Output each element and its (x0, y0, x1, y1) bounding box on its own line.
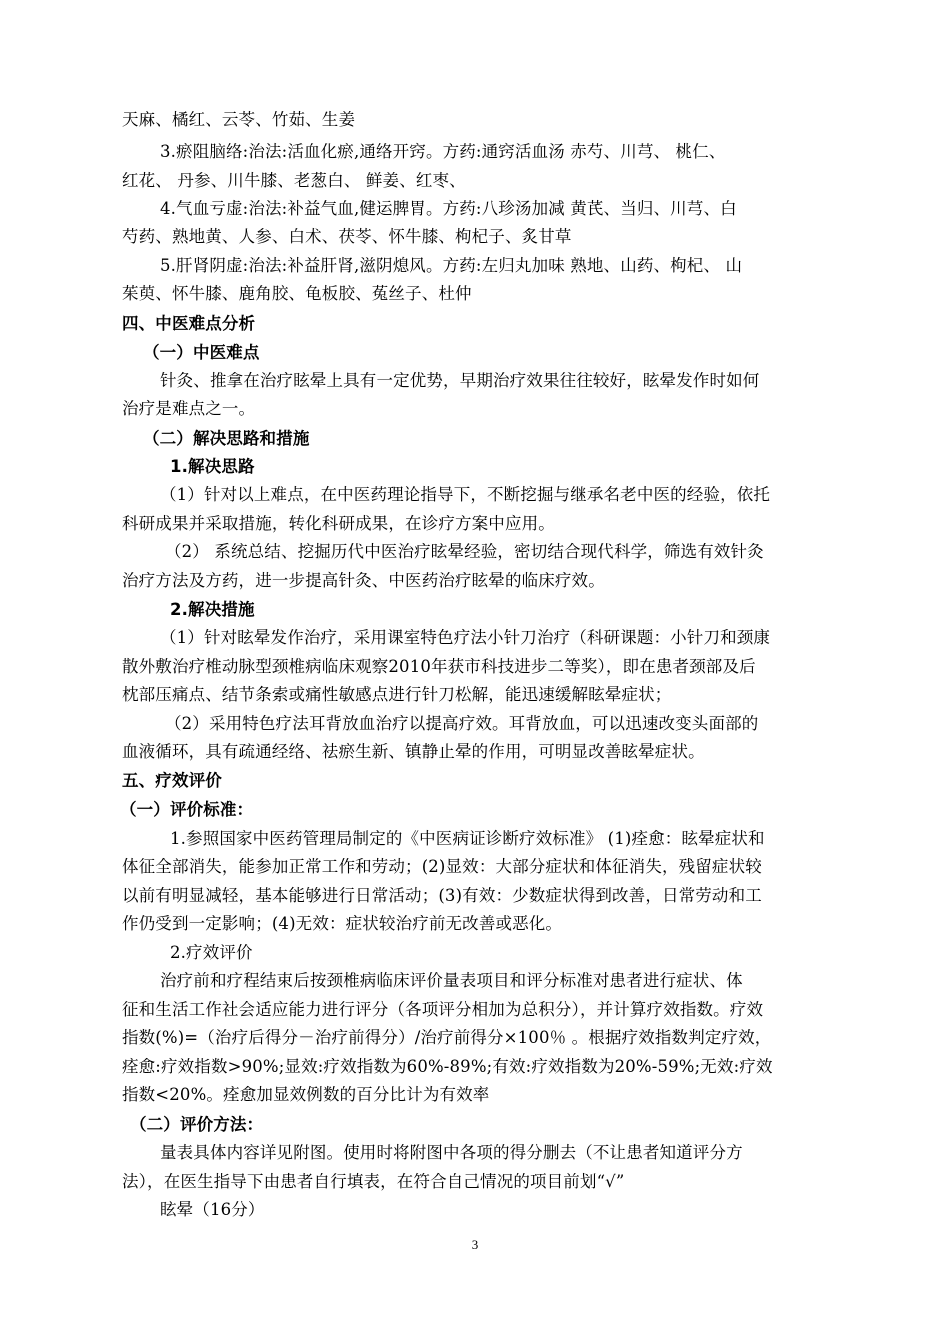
text-line: 1.参照国家中医药管理局制定的《中医病证诊断疗效标准》 (1)痊愈：眩晕症状和 (170, 829, 765, 848)
subsection-heading: （二）评价方法： (130, 1115, 264, 1134)
text-line: 天麻、橘红、云苓、竹茹、生姜 (122, 110, 356, 129)
text-line: 治疗前和疗程结束后按颈椎病临床评价量表项目和评分标准对患者进行症状、体 (160, 971, 743, 990)
subsection-heading: （一）评价标准： (120, 800, 254, 819)
text-line: 作仍受到一定影响；(4)无效：症状较治疗前无改善或恶化。 (122, 914, 563, 933)
text-line: 治疗方法及方药，进一步提高针灸、中医药治疗眩晕的临床疗效。 (122, 571, 605, 590)
text-line: 枕部压痛点、结节条索或痛性敏感点进行针刀松解，能迅速缓解眩晕症状； (122, 685, 672, 704)
text-line: 针灸、推拿在治疗眩晕上具有一定优势，早期治疗效果往往较好，眩晕发作时如何 (160, 371, 760, 390)
item-heading: 2.解决措施 (170, 600, 255, 619)
text-line: 法），在医生指导下由患者自行填表，在符合自己情况的项目前划“√” (122, 1172, 625, 1191)
text-line: 3.瘀阻脑络:治法:活血化瘀,通络开窍。方药:通窍活血汤 赤芍、川芎、 桃仁、 (160, 142, 726, 161)
item-heading: 1.解决思路 (170, 457, 255, 476)
page-number: 3 (471, 1237, 479, 1252)
text-line: 征和生活工作社会适应能力进行评分（各项评分相加为总积分），并计算疗效指数。疗效 (122, 1000, 764, 1019)
text-line: 治疗是难点之一。 (122, 399, 256, 418)
text-line: 体征全部消失，能参加正常工作和劳动；(2)显效：大部分症状和体征消失，残留症状较 (122, 857, 762, 876)
subsection-heading: （一）中医难点 (143, 343, 260, 362)
text-line: 眩晕（16分） (160, 1200, 265, 1219)
item-heading: 2.疗效评价 (170, 943, 253, 962)
text-line: 散外敷治疗椎动脉型颈椎病临床观察2010年获市科技进步二等奖），即在患者颈部及后 (122, 657, 756, 676)
text-line: （2）采用特色疗法耳背放血治疗以提高疗效。耳背放血，可以迅速改变头面部的 (165, 714, 759, 733)
subsection-heading: （二）解决思路和措施 (143, 429, 310, 448)
text-line: 指数(%)=（治疗后得分－治疗前得分）/治疗前得分×100％ 。根据疗效指数判定疗效， (122, 1028, 772, 1047)
section-heading: 五、疗效评价 (122, 771, 222, 790)
text-line: 芍药、熟地黄、人参、白术、茯苓、怀牛膝、枸杞子、炙甘草 (122, 227, 572, 246)
text-line: （1）针对眩晕发作治疗，采用课室特色疗法小针刀治疗（科研课题：小针刀和颈康 (160, 628, 771, 647)
section-heading: 四、中医难点分析 (122, 314, 256, 333)
text-line: 痊愈:疗效指数>90%;显效:疗效指数为60%-89%;有效:疗效指数为20%-59%;无效:疗效 (122, 1057, 773, 1076)
text-line: 茱萸、怀牛膝、鹿角胶、龟板胶、菟丝子、杜仲 (122, 284, 472, 303)
text-line: 红花、 丹参、川牛膝、老葱白、 鲜姜、红枣、 (122, 171, 466, 190)
text-line: 科研成果并采取措施，转化科研成果，在诊疗方案中应用。 (122, 514, 555, 533)
text-line: （2） 系统总结、挖掘历代中医治疗眩晕经验，密切结合现代科学，筛选有效针灸 (165, 542, 764, 561)
text-line: 4.气血亏虚:治法:补益气血,健运脾胃。方药:八珍汤加减 黄芪、当归、川芎、白 (160, 199, 737, 218)
text-line: 5.肝肾阴虚:治法:补益肝肾,滋阴熄风。方药:左归丸加味 熟地、山药、枸杞、 山 (160, 256, 743, 275)
text-line: 指数<20%。痊愈加显效例数的百分比计为有效率 (122, 1085, 490, 1104)
text-line: 量表具体内容详见附图。使用时将附图中各项的得分删去（不让患者知道评分方 (160, 1143, 743, 1162)
text-line: （1）针对以上难点，在中医药理论指导下，不断挖掘与继承名老中医的经验，依托 (160, 485, 771, 504)
text-line: 以前有明显减轻，基本能够进行日常活动；(3)有效：少数症状得到改善，日常劳动和工 (122, 886, 762, 905)
text-line: 血液循环，具有疏通经络、祛瘀生新、镇静止晕的作用，可明显改善眩晕症状。 (122, 742, 705, 761)
